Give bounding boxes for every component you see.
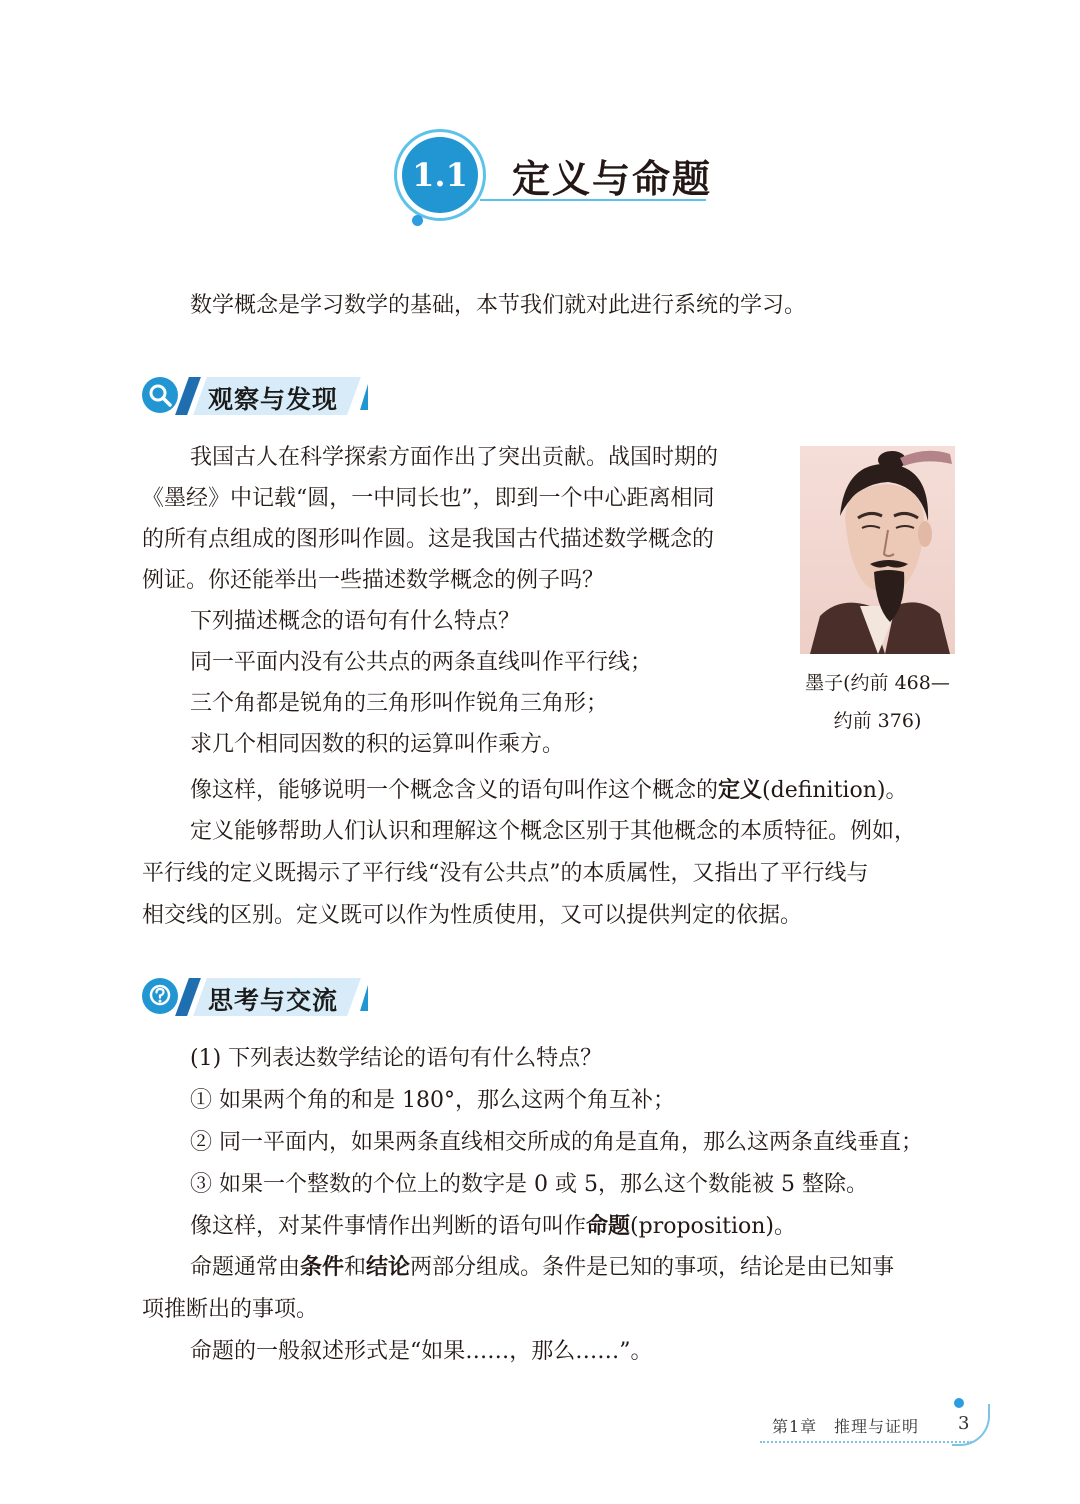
- definition-term: 定义: [718, 778, 763, 803]
- page-number: 3: [958, 1413, 971, 1434]
- definition-post: (definition)。: [762, 778, 908, 803]
- think-line-2: ① 如果两个角的和是 180°，那么这两个角互补；: [190, 1088, 675, 1113]
- form-line: 命题的一般叙述形式是“如果……，那么……”。: [190, 1339, 653, 1364]
- portrait-caption-line-1: 墨子(约前 468—: [805, 672, 950, 694]
- magnifier-icon: [142, 377, 178, 413]
- definition-line-1: [190, 770, 907, 811]
- definition-pre: 像这样，能够说明一个概念含义的语句叫作这个概念的: [190, 778, 719, 803]
- definition-line-4: 相交线的区别。定义既可以作为性质使用，又可以提供判定的依据。: [142, 903, 803, 928]
- footer-chapter-title: 推理与证明: [834, 1417, 920, 1436]
- definition-line-3: 平行线的定义既揭示了平行线“没有公共点”的本质属性，又指出了平行线与: [142, 861, 869, 886]
- structure-line-1: [190, 1247, 894, 1288]
- observe-banner: [142, 376, 382, 416]
- observe-line-3: 的所有点组成的图形叫作圆。这是我国古代描述数学概念的: [142, 527, 715, 552]
- structure-line-2: 项推断出的事项。: [142, 1297, 319, 1322]
- structure-mid: 和: [344, 1255, 367, 1280]
- think-line-3: ② 同一平面内，如果两条直线相交所成的角是直角，那么这两条直线垂直；: [190, 1130, 923, 1155]
- section-title: 定义与命题: [512, 156, 713, 201]
- banner-accent: [360, 985, 368, 1011]
- think-banner: [142, 977, 382, 1017]
- observe-line-2: 《墨经》中记载“圆，一中同长也”，即到一个中心距离相同: [142, 486, 715, 511]
- question-bubble-icon: [142, 978, 178, 1014]
- structure-conclusion-term: 结论: [366, 1255, 411, 1280]
- observe-line-1: 我国古人在科学探索方面作出了突出贡献。战国时期的: [190, 445, 719, 470]
- observe-line-8: 求几个相同因数的积的运算叫作乘方。: [190, 732, 565, 757]
- section-number: 1.1: [412, 156, 468, 194]
- observe-line-6: 同一平面内没有公共点的两条直线叫作平行线；: [190, 650, 653, 675]
- section-number-badge: [402, 137, 478, 213]
- observe-line-5: 下列描述概念的语句有什么特点？: [190, 609, 521, 634]
- proposition-pre: 像这样，对某件事情作出判断的语句叫作: [190, 1214, 587, 1239]
- structure-post: 两部分组成。条件是已知的事项，结论是由已知事: [410, 1255, 895, 1280]
- structure-condition-term: 条件: [300, 1255, 345, 1280]
- definition-line-2: 定义能够帮助人们认识和理解这个概念区别于其他概念的本质特征。例如，: [190, 819, 917, 844]
- intro-paragraph: 数学概念是学习数学的基础，本节我们就对此进行系统的学习。: [190, 293, 807, 318]
- portrait-caption-line-2: 约前 376): [833, 710, 922, 732]
- think-line-1: (1) 下列表达数学结论的语句有什么特点？: [190, 1046, 603, 1071]
- proposition-term: 命题: [586, 1214, 631, 1239]
- observe-line-4: 例证。你还能举出一些描述数学概念的例子吗？: [142, 568, 605, 593]
- section-dot-decoration: [412, 215, 423, 226]
- mozi-portrait: [800, 446, 955, 654]
- observe-line-7: 三个角都是锐角的三角形叫作锐角三角形；: [190, 691, 609, 716]
- structure-pre: 命题通常由: [190, 1255, 301, 1280]
- observe-box-title: 观察与发现: [208, 385, 339, 414]
- footer-chapter: 第1章: [772, 1417, 818, 1436]
- think-box-title: 思考与交流: [208, 986, 339, 1015]
- proposition-post: (proposition)。: [630, 1214, 796, 1239]
- footer-dotted-line: [760, 1441, 972, 1443]
- banner-accent: [360, 384, 368, 410]
- proposition-line: [190, 1206, 796, 1247]
- think-line-4: ③ 如果一个整数的个位上的数字是 0 或 5，那么这个数能被 5 整除。: [190, 1172, 868, 1197]
